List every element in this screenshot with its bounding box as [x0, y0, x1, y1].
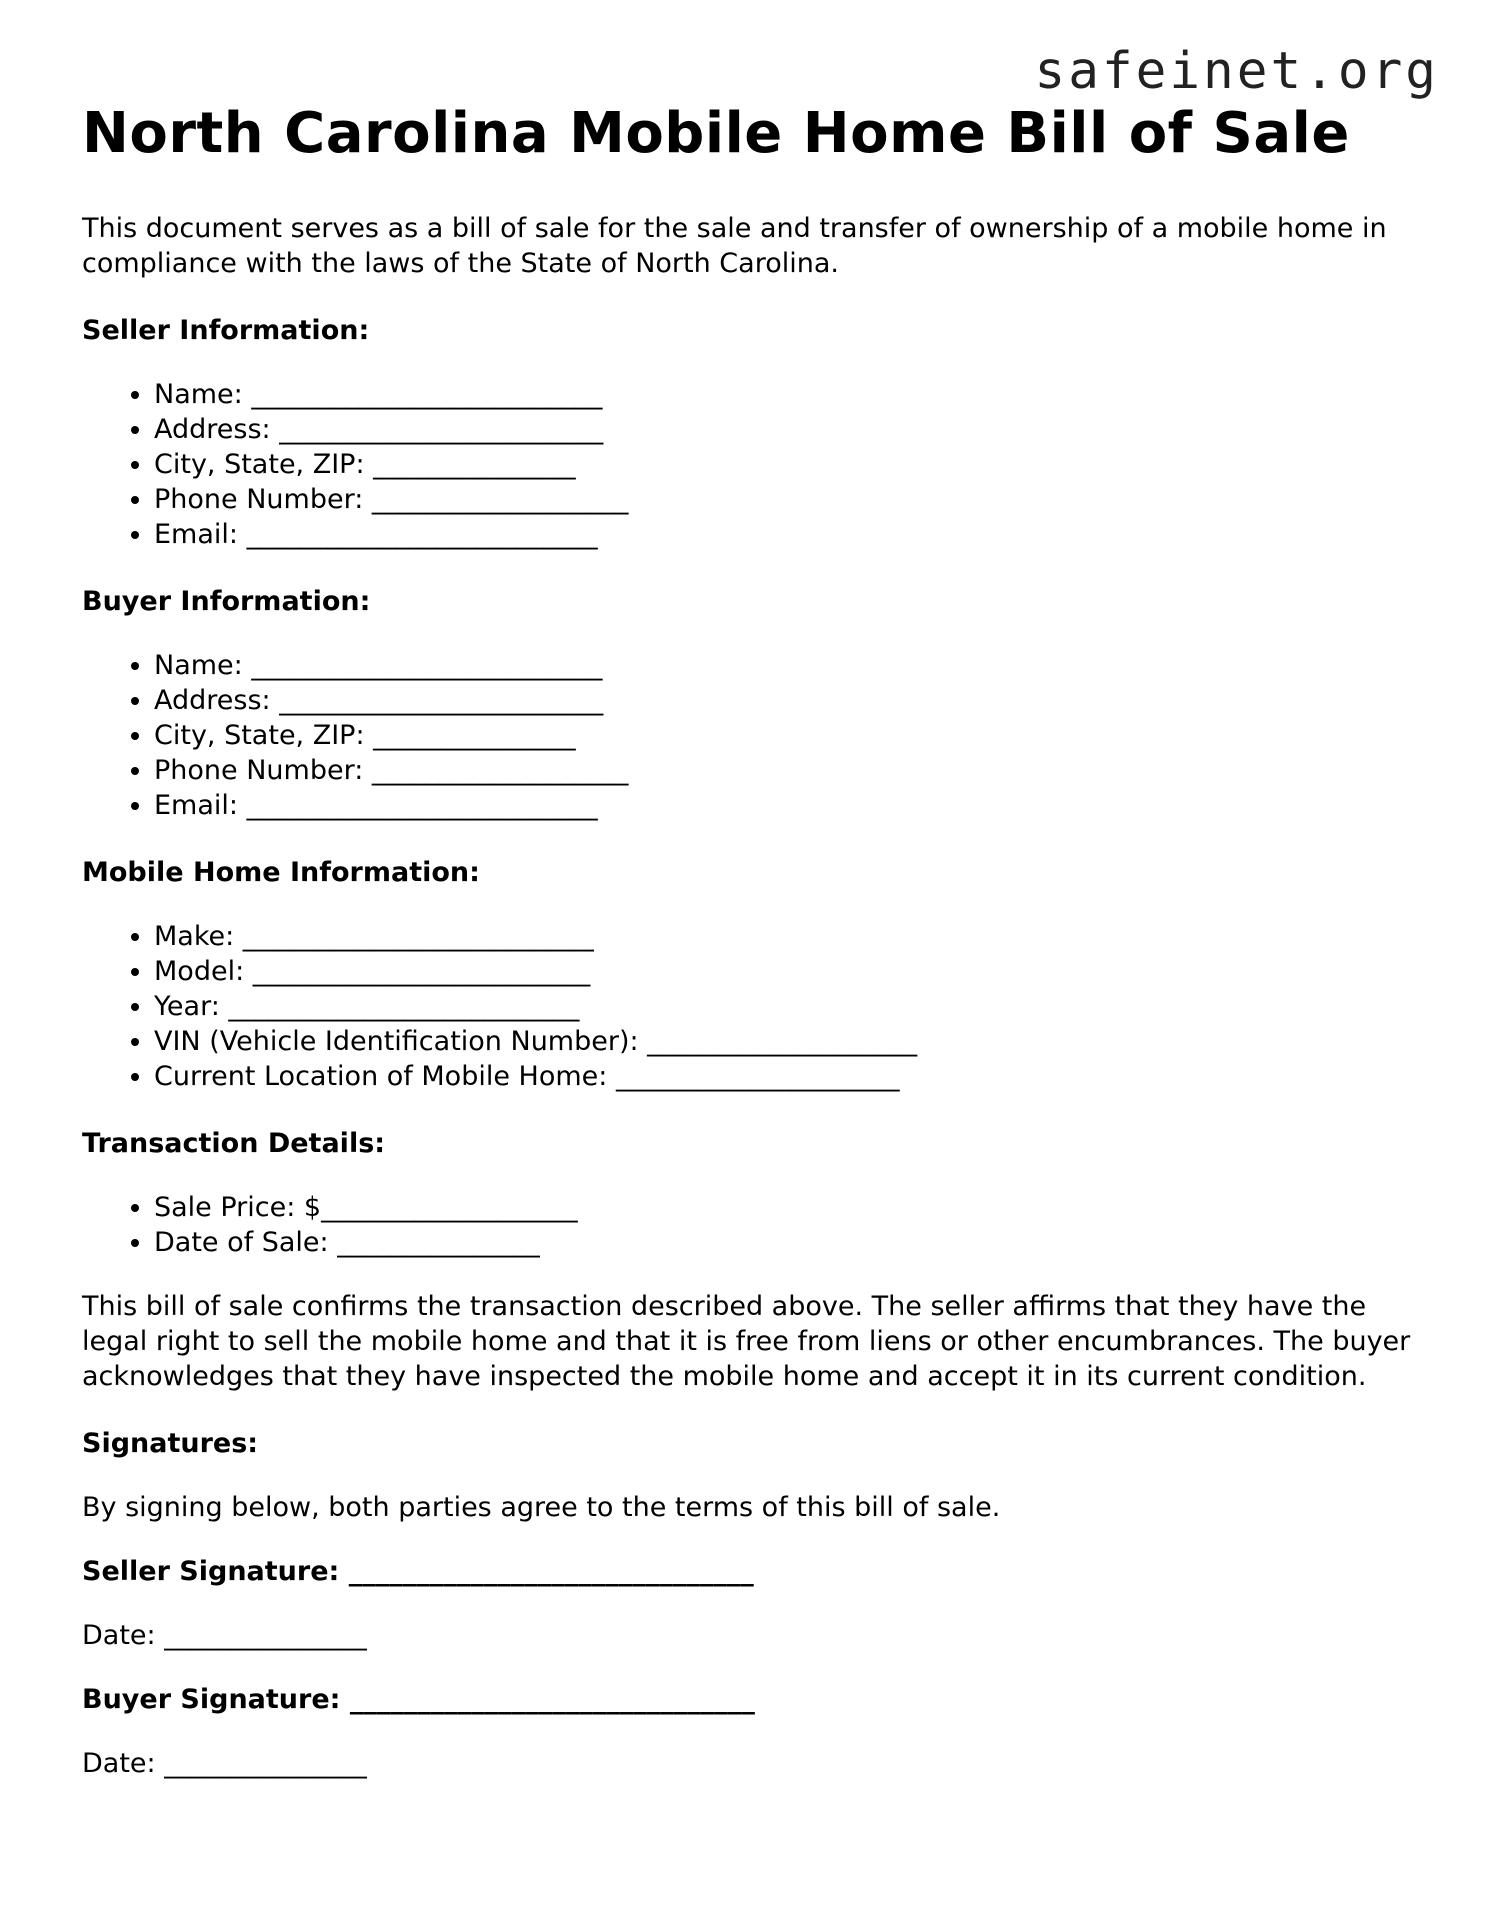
buyer-name-field: • Name: __________________________ [154, 648, 1422, 683]
make-field: • Make: __________________________ [154, 919, 1422, 954]
signatures-section-heading: Signatures: [82, 1428, 259, 1460]
mobile-home-info-list [82, 919, 1422, 1094]
seller-address-field: • Address: ________________________ [154, 412, 1422, 447]
seller-signature-line: Seller Signature: ______________________________ [82, 1556, 754, 1588]
model-field: • Model: _________________________ [154, 954, 1422, 989]
date-of-sale-field: • Date of Sale: _______________ [154, 1225, 1422, 1260]
seller-section-heading: Seller Information: [82, 315, 370, 347]
intro-paragraph: This document serves as a bill of sale for the sale and transfer of ownership of a mobile home in compliance with the laws of the State of North Carolina. [82, 213, 1387, 280]
buyer-city-state-zip-field: • City, State, ZIP: _______________ [154, 718, 1422, 753]
buyer-signature-line: Buyer Signature: ______________________________ [82, 1684, 755, 1716]
buyer-address-field: • Address: ________________________ [154, 683, 1422, 718]
year-field: • Year: __________________________ [154, 989, 1422, 1024]
seller-info-list [82, 377, 1422, 552]
vin-field: • VIN (Vehicle Identification Number): ____________________ [154, 1024, 1422, 1059]
seller-email-field: • Email: __________________________ [154, 517, 1422, 552]
watermark: safeinet.org [1034, 42, 1439, 101]
sale-price-field: • Sale Price: $___________________ [154, 1190, 1422, 1225]
seller-date-line: Date: _______________ [82, 1620, 367, 1652]
buyer-date-line: Date: _______________ [82, 1748, 367, 1780]
mobile-home-section-heading: Mobile Home Information: [82, 857, 480, 889]
confirmation-paragraph: This bill of sale confirms the transaction described above. The seller affirms that they have the legal right to sell the mobile home and that it is free from liens or other encumbrances. The buyer acknowledges that they have inspected the mobile home and accept it in its current condition. [82, 1291, 1411, 1393]
buyer-phone-field: • Phone Number: ___________________ [154, 753, 1422, 788]
seller-phone-field: • Phone Number: ___________________ [154, 482, 1422, 517]
buyer-email-field: • Email: __________________________ [154, 788, 1422, 823]
agreement-paragraph: By signing below, both parties agree to the terms of this bill of sale. [82, 1492, 1001, 1524]
buyer-info-list [82, 648, 1422, 823]
buyer-section-heading: Buyer Information: [82, 586, 371, 618]
document-title: North Carolina Mobile Home Bill of Sale [82, 101, 1350, 166]
transaction-section-heading: Transaction Details: [82, 1128, 386, 1160]
location-field: • Current Location of Mobile Home: _____________________ [154, 1059, 1422, 1094]
seller-city-state-zip-field: • City, State, ZIP: _______________ [154, 447, 1422, 482]
transaction-details-list [82, 1190, 1422, 1260]
seller-name-field: • Name: __________________________ [154, 377, 1422, 412]
document-page [82, 100, 1422, 1781]
